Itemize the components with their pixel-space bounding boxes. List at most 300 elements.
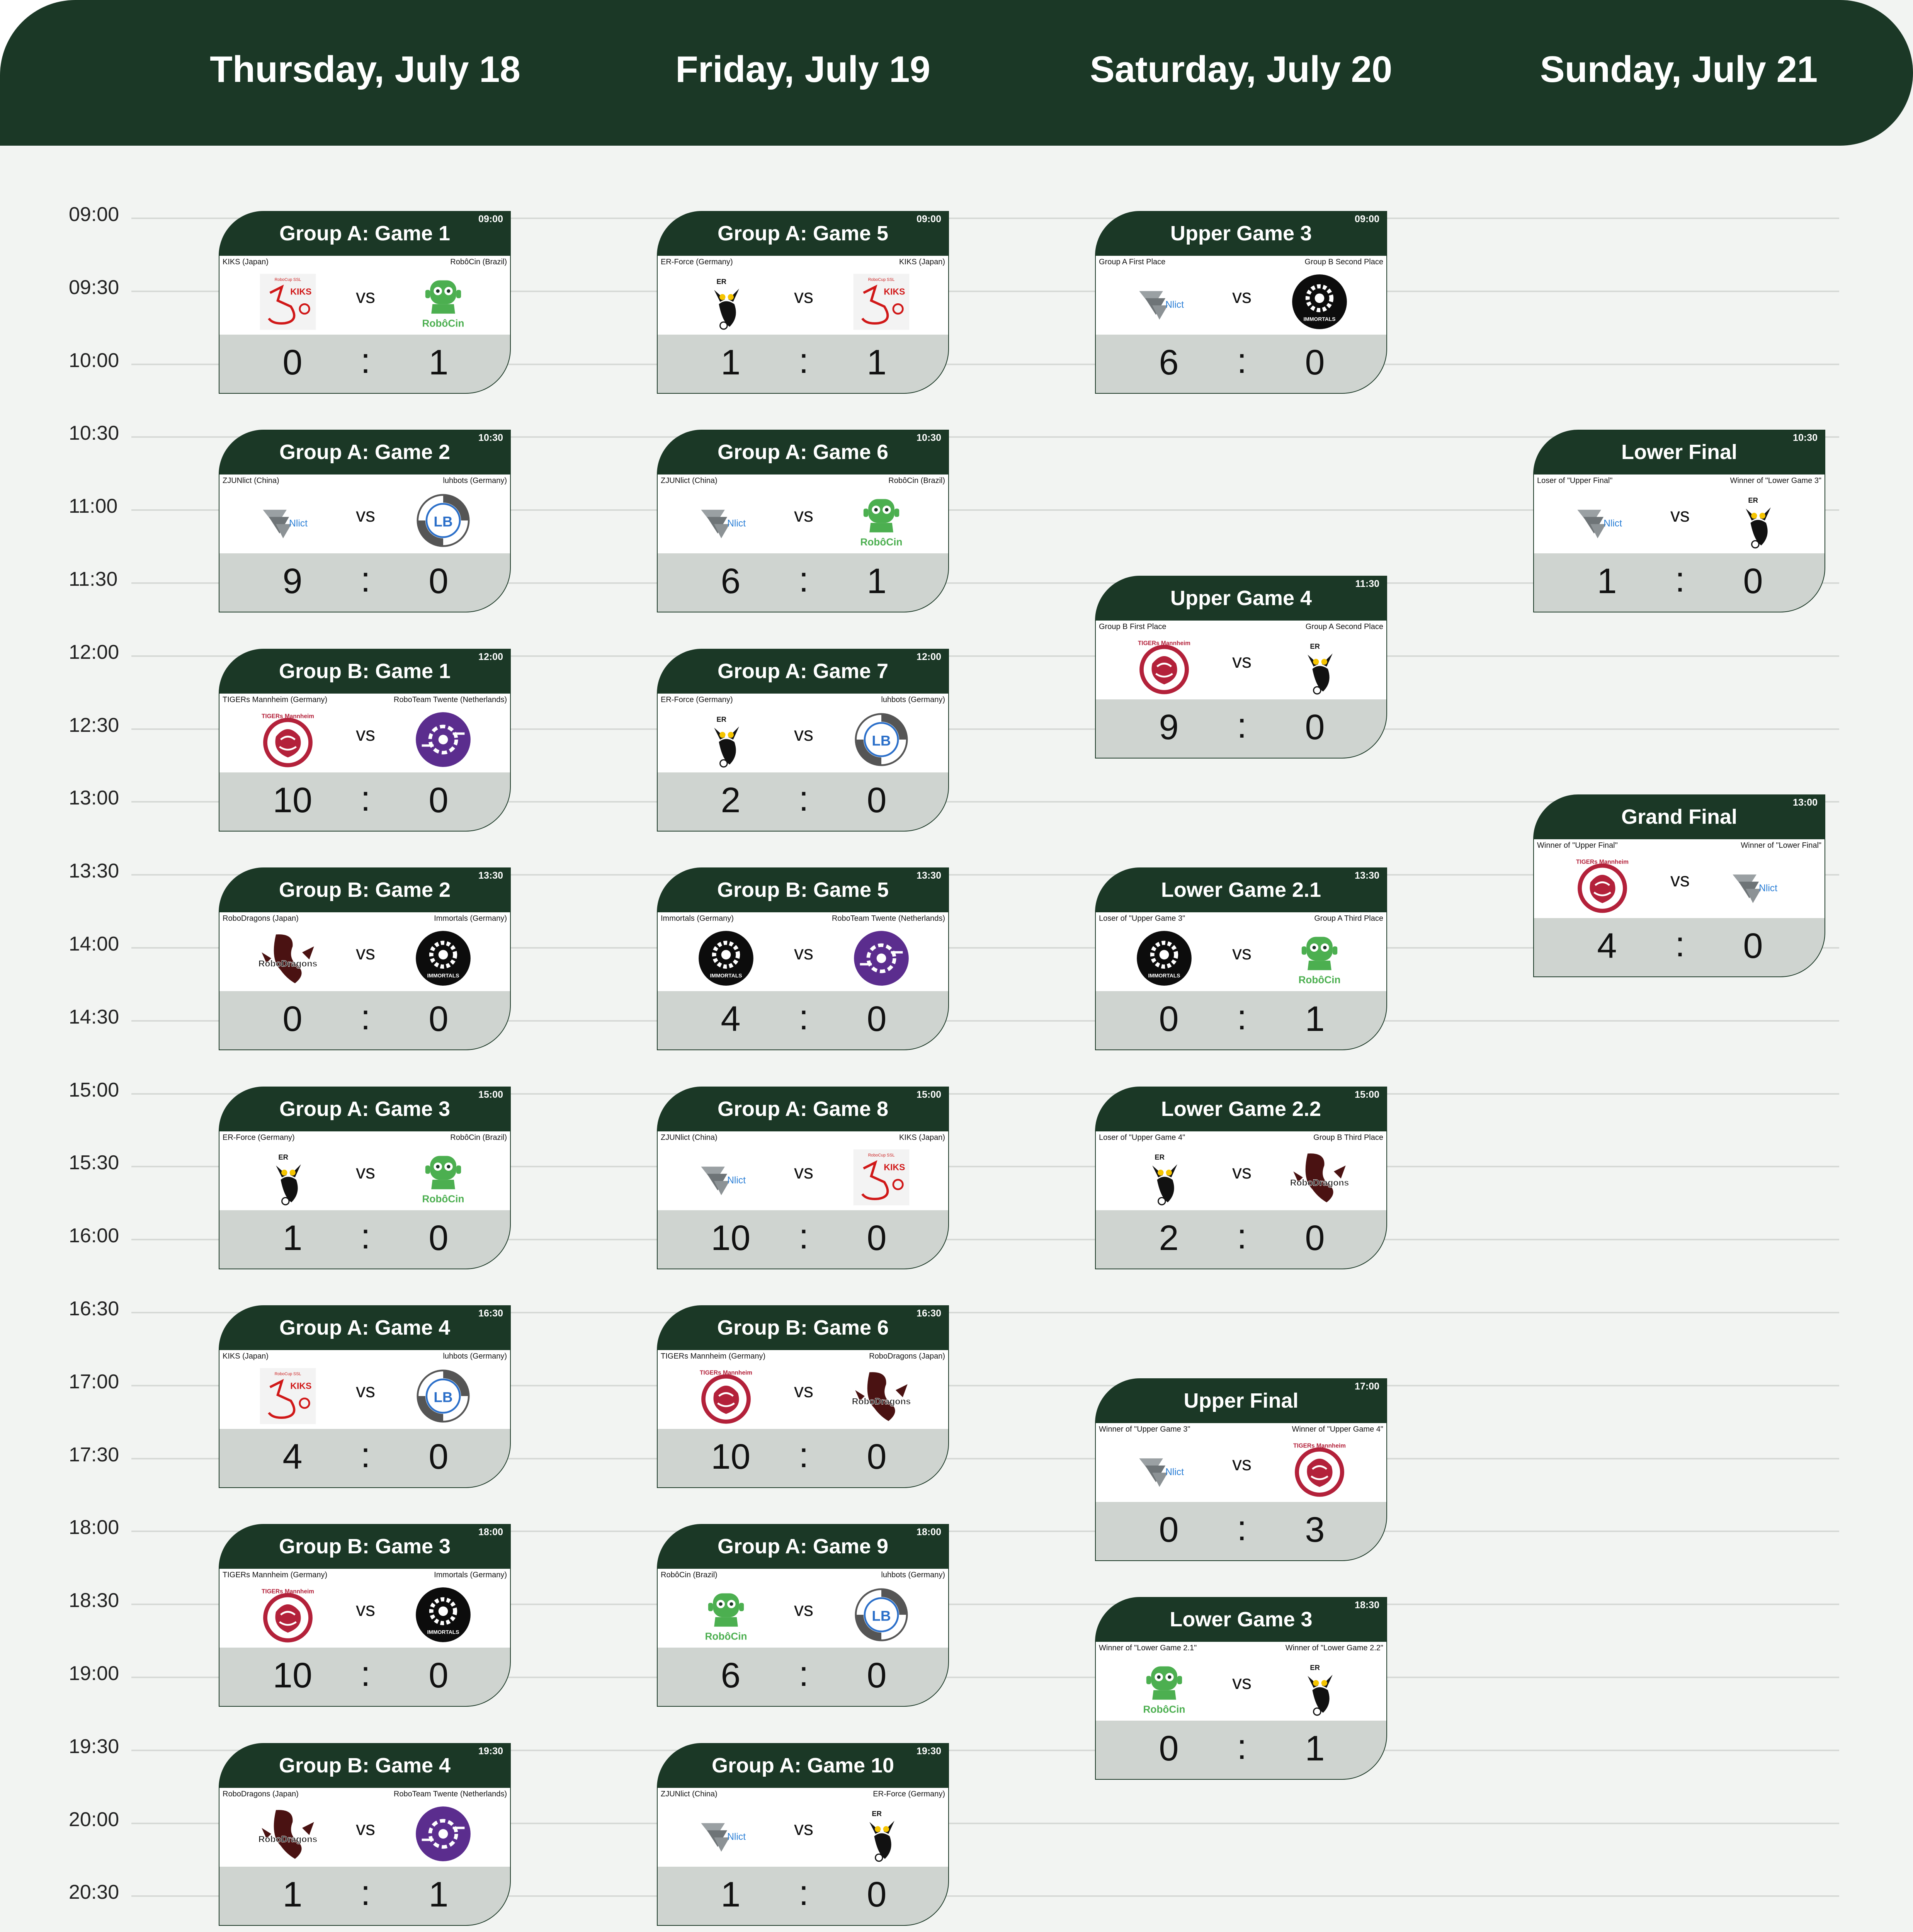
match-card[interactable] — [219, 1087, 511, 1270]
team2-name: Immortals (Germany) — [434, 1571, 507, 1579]
match-title: Lower Game 3 — [1170, 1608, 1313, 1631]
svg-text:TIGERs Mannheim: TIGERs Mannheim — [1138, 640, 1190, 647]
svg-text:ER: ER — [872, 1809, 882, 1818]
match-score — [1533, 553, 1825, 612]
svg-text:RobôCin: RobôCin — [860, 536, 903, 548]
score-separator: : — [1237, 1727, 1247, 1767]
match-card[interactable] — [219, 1743, 511, 1927]
match-card[interactable] — [1095, 867, 1387, 1051]
match-title: Group A: Game 6 — [717, 440, 889, 464]
roboteam-logo — [413, 710, 473, 769]
match-teams — [219, 474, 511, 553]
team2-score: 0 — [867, 1218, 887, 1258]
score-separator: : — [799, 779, 809, 818]
match-score — [657, 991, 949, 1050]
luhbots-logo — [852, 1585, 911, 1645]
svg-text:IMMORTALS: IMMORTALS — [427, 972, 459, 979]
team1-name: RoboDragons (Japan) — [223, 914, 299, 923]
score-separator: : — [799, 1435, 809, 1475]
match-teams — [657, 912, 949, 991]
match-header — [1095, 1087, 1387, 1131]
team2-score: 0 — [1305, 707, 1325, 747]
roboteam-logo — [852, 929, 911, 988]
zjunlict-logo — [696, 1804, 756, 1864]
match-card[interactable] — [1095, 211, 1387, 395]
vs-label: vs — [1232, 1453, 1252, 1475]
team2-name: Winner of "Lower Game 3" — [1730, 476, 1821, 485]
immortals-logo — [696, 929, 756, 988]
robocin-logo — [1290, 929, 1349, 988]
match-title: Group A: Game 10 — [711, 1754, 894, 1777]
tigers-logo — [1134, 637, 1194, 696]
svg-text:ER: ER — [716, 715, 727, 723]
match-header — [219, 867, 511, 912]
svg-text:RoboCup SSL: RoboCup SSL — [868, 277, 895, 282]
zjunlict-logo — [1134, 1439, 1194, 1499]
match-card[interactable] — [1095, 1597, 1387, 1781]
match-title: Group B: Game 3 — [279, 1535, 451, 1558]
team2-score: 1 — [429, 1875, 449, 1914]
team1-name: KIKS (Japan) — [223, 1352, 269, 1361]
team1-score: 2 — [721, 781, 741, 820]
team1-name: ZJUNlict (China) — [661, 1790, 718, 1798]
match-title: Group A: Game 3 — [279, 1097, 451, 1121]
team2-score: 3 — [1305, 1510, 1325, 1549]
match-teams — [219, 1350, 511, 1429]
team2-name: Group B Third Place — [1313, 1133, 1383, 1142]
score-separator: : — [1675, 925, 1685, 964]
vs-label: vs — [356, 1161, 375, 1183]
luhbots-logo — [413, 1366, 473, 1426]
match-header — [219, 1087, 511, 1131]
team2-score: 0 — [1743, 926, 1763, 966]
match-card[interactable] — [657, 211, 949, 395]
svg-text:LB: LB — [872, 733, 891, 749]
er-force-logo — [696, 710, 756, 769]
zjunlict-logo — [1573, 491, 1632, 550]
robocin-logo — [852, 491, 911, 550]
score-separator: : — [1237, 706, 1247, 745]
team2-score: 0 — [429, 1218, 449, 1258]
match-teams — [1095, 912, 1387, 991]
team2-name: Winner of "Upper Game 4" — [1292, 1425, 1383, 1434]
team1-name: Winner of "Upper Game 3" — [1099, 1425, 1190, 1434]
time-label: 13:00 — [69, 787, 119, 809]
match-header — [1095, 867, 1387, 912]
vs-label: vs — [794, 1161, 813, 1183]
match-header — [657, 867, 949, 912]
team1-score: 9 — [1159, 707, 1179, 747]
match-header — [1095, 1597, 1387, 1642]
vs-label: vs — [1670, 869, 1690, 891]
match-header — [1095, 211, 1387, 256]
match-score — [657, 1867, 949, 1926]
match-header — [657, 430, 949, 474]
team2-name: luhbots (Germany) — [443, 1352, 507, 1361]
match-card[interactable] — [219, 430, 511, 613]
team2-name: RoboTeam Twente (Netherlands) — [393, 1790, 507, 1798]
team2-name: Winner of "Lower Final" — [1741, 841, 1821, 850]
robodragons-logo — [1290, 1148, 1349, 1207]
match-teams — [219, 912, 511, 991]
er-force-logo — [1134, 1148, 1194, 1207]
match-time: 09:00 — [1355, 214, 1379, 224]
score-separator: : — [360, 1435, 371, 1475]
match-score — [219, 1429, 511, 1488]
team2-name: luhbots (Germany) — [443, 476, 507, 485]
immortals-logo — [413, 929, 473, 988]
svg-text:ER: ER — [278, 1153, 289, 1161]
match-time: 13:30 — [917, 870, 941, 881]
match-card[interactable] — [1095, 1087, 1387, 1270]
match-time: 10:30 — [1793, 432, 1818, 443]
team1-name: ER-Force (Germany) — [223, 1133, 295, 1142]
match-teams — [219, 256, 511, 335]
match-card[interactable] — [657, 1524, 949, 1708]
team1-name: Winner of "Lower Game 2.1" — [1099, 1644, 1197, 1652]
team1-score: 0 — [282, 343, 303, 382]
time-label: 19:30 — [69, 1735, 119, 1758]
team2-name: ER-Force (Germany) — [873, 1790, 945, 1798]
svg-text:TIGERs Mannheim: TIGERs Mannheim — [262, 713, 314, 720]
match-card[interactable] — [1095, 576, 1387, 759]
day-label: Friday, July 19 — [675, 49, 930, 90]
team2-name: RobôCin (Brazil) — [450, 1133, 507, 1142]
match-time: 11:30 — [1355, 578, 1379, 589]
robodragons-logo — [258, 1804, 318, 1864]
vs-label: vs — [1232, 650, 1252, 672]
team1-score: 9 — [282, 561, 303, 601]
svg-text:IMMORTALS: IMMORTALS — [1148, 972, 1180, 979]
robodragons-logo — [258, 929, 318, 988]
match-card[interactable] — [219, 211, 511, 395]
team2-score: 0 — [867, 1875, 887, 1914]
match-card[interactable] — [657, 649, 949, 832]
match-header — [657, 1743, 949, 1788]
match-title: Group B: Game 6 — [717, 1316, 889, 1339]
match-score — [219, 772, 511, 832]
time-label: 16:00 — [69, 1225, 119, 1247]
match-time: 18:00 — [478, 1527, 503, 1537]
vs-label: vs — [356, 1818, 375, 1839]
time-label: 16:30 — [69, 1298, 119, 1320]
robocin-logo — [413, 1148, 473, 1207]
match-title: Group A: Game 8 — [717, 1097, 889, 1121]
er-force-logo — [696, 272, 756, 332]
team1-name: Loser of "Upper Game 4" — [1099, 1133, 1185, 1142]
time-label: 15:30 — [69, 1151, 119, 1174]
luhbots-logo — [852, 710, 911, 769]
match-title: Lower Final — [1621, 440, 1738, 464]
match-header — [1095, 1378, 1387, 1423]
time-label: 18:30 — [69, 1589, 119, 1612]
team2-name: Group B Second Place — [1304, 258, 1383, 266]
team2-name: Immortals (Germany) — [434, 914, 507, 923]
match-header — [1095, 576, 1387, 621]
match-title: Group A: Game 2 — [279, 440, 451, 464]
zjunlict-logo — [696, 491, 756, 550]
match-score — [1095, 1721, 1387, 1780]
team2-score: 1 — [1305, 999, 1325, 1039]
luhbots-logo — [413, 491, 473, 550]
svg-text:LB: LB — [872, 1608, 891, 1624]
match-teams — [657, 1569, 949, 1648]
match-card[interactable] — [657, 1743, 949, 1927]
match-header — [1533, 794, 1825, 839]
team1-score: 1 — [282, 1875, 303, 1914]
match-time: 10:30 — [478, 432, 503, 443]
team1-name: RoboDragons (Japan) — [223, 1790, 299, 1798]
team1-name: RobôCin (Brazil) — [661, 1571, 718, 1579]
score-separator: : — [799, 1873, 809, 1913]
team2-name: RobôCin (Brazil) — [888, 476, 945, 485]
time-label: 11:30 — [69, 568, 118, 590]
match-score — [1095, 335, 1387, 394]
team2-name: RoboTeam Twente (Netherlands) — [832, 914, 945, 923]
svg-text:RoboDragons: RoboDragons — [258, 1834, 318, 1844]
match-score — [657, 553, 949, 612]
team1-name: Loser of "Upper Final" — [1537, 476, 1613, 485]
match-time: 18:00 — [917, 1527, 941, 1537]
kiks-logo — [852, 272, 911, 332]
match-card[interactable] — [657, 1087, 949, 1270]
team1-score: 0 — [1159, 1510, 1179, 1549]
team2-score: 0 — [429, 999, 449, 1039]
match-score — [1533, 918, 1825, 977]
match-teams — [219, 1569, 511, 1648]
match-card[interactable] — [1533, 794, 1825, 978]
match-title: Group B: Game 4 — [279, 1754, 451, 1777]
team2-name: Group A Second Place — [1305, 622, 1383, 631]
match-title: Group B: Game 1 — [279, 660, 451, 683]
team1-name: Group A First Place — [1099, 258, 1166, 266]
tigers-logo — [1290, 1439, 1349, 1499]
vs-label: vs — [356, 723, 375, 745]
svg-text:Nlict: Nlict — [1759, 883, 1777, 894]
vs-label: vs — [794, 723, 813, 745]
svg-text:ER: ER — [1310, 1663, 1320, 1672]
kiks-logo — [258, 1366, 318, 1426]
vs-label: vs — [356, 504, 375, 526]
match-teams — [657, 474, 949, 553]
kiks-logo — [852, 1148, 911, 1207]
team1-name: ZJUNlict (China) — [661, 1133, 718, 1142]
svg-text:KIKS: KIKS — [884, 1162, 905, 1172]
score-separator: : — [799, 341, 809, 381]
svg-text:RoboDragons: RoboDragons — [852, 1396, 911, 1406]
match-teams — [219, 1788, 511, 1867]
match-header — [1533, 430, 1825, 474]
match-header — [219, 211, 511, 256]
match-time: 18:30 — [1355, 1600, 1379, 1611]
day-label: Thursday, July 18 — [210, 49, 520, 90]
time-label: 10:00 — [69, 349, 119, 372]
robodragons-logo — [852, 1366, 911, 1426]
match-card[interactable] — [1533, 430, 1825, 613]
er-force-logo — [1290, 637, 1349, 696]
team1-name: TIGERs Mannheim (Germany) — [223, 696, 328, 704]
score-separator: : — [360, 998, 371, 1037]
match-title: Grand Final — [1621, 805, 1738, 828]
match-header — [657, 649, 949, 694]
match-header — [219, 430, 511, 474]
match-teams — [1095, 1642, 1387, 1721]
match-teams — [657, 1788, 949, 1867]
match-card[interactable] — [219, 649, 511, 832]
match-title: Lower Game 2.2 — [1161, 1097, 1321, 1121]
match-time: 13:30 — [478, 870, 503, 881]
match-title: Group A: Game 1 — [279, 222, 451, 245]
team2-name: luhbots (Germany) — [881, 696, 945, 704]
match-title: Group A: Game 7 — [717, 660, 889, 683]
match-time: 19:30 — [478, 1746, 503, 1757]
svg-text:KIKS: KIKS — [290, 1381, 312, 1391]
time-label: 19:00 — [69, 1662, 119, 1685]
svg-text:TIGERs Mannheim: TIGERs Mannheim — [262, 1588, 314, 1595]
score-separator: : — [1237, 1217, 1247, 1256]
score-separator: : — [360, 341, 371, 381]
match-time: 10:30 — [917, 432, 941, 443]
team2-score: 0 — [867, 1437, 887, 1476]
time-label: 17:00 — [69, 1371, 119, 1393]
svg-text:LB: LB — [434, 1389, 453, 1405]
team1-score: 10 — [272, 781, 313, 820]
svg-text:RoboDragons: RoboDragons — [258, 958, 318, 969]
match-header — [657, 211, 949, 256]
team1-score: 1 — [721, 343, 741, 382]
match-card[interactable] — [219, 867, 511, 1051]
team2-score: 0 — [429, 781, 449, 820]
time-label: 13:30 — [69, 860, 119, 882]
match-time: 13:30 — [1355, 870, 1379, 881]
match-header — [219, 1743, 511, 1788]
team1-score: 6 — [721, 561, 741, 601]
vs-label: vs — [356, 1380, 375, 1401]
svg-text:RobôCin: RobôCin — [705, 1630, 747, 1642]
match-title: Group B: Game 5 — [717, 878, 889, 901]
score-separator: : — [1237, 341, 1247, 381]
team1-name: ER-Force (Germany) — [661, 696, 733, 704]
vs-label: vs — [794, 1599, 813, 1620]
svg-text:Nlict: Nlict — [1165, 299, 1184, 310]
svg-text:Nlict: Nlict — [1604, 518, 1622, 529]
match-score — [219, 1867, 511, 1926]
score-separator: : — [360, 1654, 371, 1694]
score-separator: : — [799, 560, 809, 599]
match-title: Lower Game 2.1 — [1161, 878, 1321, 901]
match-card[interactable] — [657, 430, 949, 613]
roboteam-logo — [413, 1804, 473, 1864]
svg-text:TIGERs Mannheim: TIGERs Mannheim — [1293, 1442, 1346, 1449]
match-title: Group B: Game 2 — [279, 878, 451, 901]
match-card[interactable] — [1095, 1378, 1387, 1562]
match-teams — [1095, 256, 1387, 335]
match-header — [657, 1305, 949, 1350]
team2-name: RobôCin (Brazil) — [450, 258, 507, 266]
team1-score: 2 — [1159, 1218, 1179, 1258]
vs-label: vs — [1232, 1161, 1252, 1183]
match-card[interactable] — [219, 1524, 511, 1708]
zjunlict-logo — [696, 1148, 756, 1207]
svg-text:Nlict: Nlict — [727, 518, 746, 529]
match-card[interactable] — [219, 1305, 511, 1489]
match-time: 13:00 — [1793, 797, 1818, 808]
vs-label: vs — [1670, 504, 1690, 526]
team2-score: 0 — [429, 1656, 449, 1695]
match-score — [657, 1648, 949, 1707]
day-label: Saturday, July 20 — [1090, 49, 1393, 90]
match-score — [219, 1648, 511, 1707]
score-separator: : — [360, 1217, 371, 1256]
team2-name: KIKS (Japan) — [899, 258, 945, 266]
svg-text:Nlict: Nlict — [1165, 1467, 1184, 1478]
team1-score: 0 — [1159, 999, 1179, 1039]
time-label: 20:30 — [69, 1881, 119, 1903]
svg-text:ER: ER — [1310, 642, 1320, 650]
immortals-logo — [413, 1585, 473, 1645]
match-teams — [219, 694, 511, 772]
er-force-logo — [1728, 491, 1787, 550]
team1-score: 1 — [1597, 561, 1617, 601]
svg-text:KIKS: KIKS — [884, 286, 905, 297]
match-title: Group A: Game 9 — [717, 1535, 889, 1558]
svg-text:RoboCup SSL: RoboCup SSL — [274, 277, 301, 282]
vs-label: vs — [1232, 286, 1252, 307]
vs-label: vs — [356, 942, 375, 964]
vs-label: vs — [794, 1818, 813, 1839]
match-card[interactable] — [657, 867, 949, 1051]
match-title: Upper Game 3 — [1170, 222, 1312, 245]
team2-score: 1 — [1305, 1729, 1325, 1768]
zjunlict-logo — [1728, 855, 1787, 915]
match-time: 09:00 — [478, 214, 503, 224]
time-label: 12:00 — [69, 641, 119, 663]
team2-name: KIKS (Japan) — [899, 1133, 945, 1142]
team2-name: Group A Third Place — [1314, 914, 1383, 923]
team2-name: luhbots (Germany) — [881, 1571, 945, 1579]
er-force-logo — [1290, 1658, 1349, 1718]
time-label: 14:30 — [69, 1006, 119, 1028]
time-label: 18:00 — [69, 1516, 119, 1539]
score-separator: : — [1237, 1509, 1247, 1548]
team1-name: Winner of "Upper Final" — [1537, 841, 1618, 850]
team1-name: KIKS (Japan) — [223, 258, 269, 266]
score-separator: : — [360, 1873, 371, 1913]
match-time: 12:00 — [478, 651, 503, 662]
team2-score: 0 — [867, 999, 887, 1039]
time-label: 20:00 — [69, 1808, 119, 1831]
match-score — [657, 335, 949, 394]
vs-label: vs — [1232, 1672, 1252, 1693]
vs-label: vs — [794, 942, 813, 964]
match-card[interactable] — [657, 1305, 949, 1489]
vs-label: vs — [356, 1599, 375, 1620]
score-separator: : — [360, 560, 371, 599]
match-score — [219, 553, 511, 612]
match-title: Upper Final — [1184, 1389, 1299, 1412]
zjunlict-logo — [1134, 272, 1194, 332]
time-label: 09:00 — [69, 203, 119, 226]
svg-text:IMMORTALS: IMMORTALS — [427, 1629, 459, 1635]
match-score — [219, 991, 511, 1050]
team2-score: 1 — [867, 343, 887, 382]
match-time: 19:30 — [917, 1746, 941, 1757]
team1-score: 10 — [272, 1656, 313, 1695]
team1-name: ER-Force (Germany) — [661, 258, 733, 266]
team2-score: 1 — [867, 561, 887, 601]
team1-score: 4 — [721, 999, 741, 1039]
team1-name: TIGERs Mannheim (Germany) — [223, 1571, 328, 1579]
